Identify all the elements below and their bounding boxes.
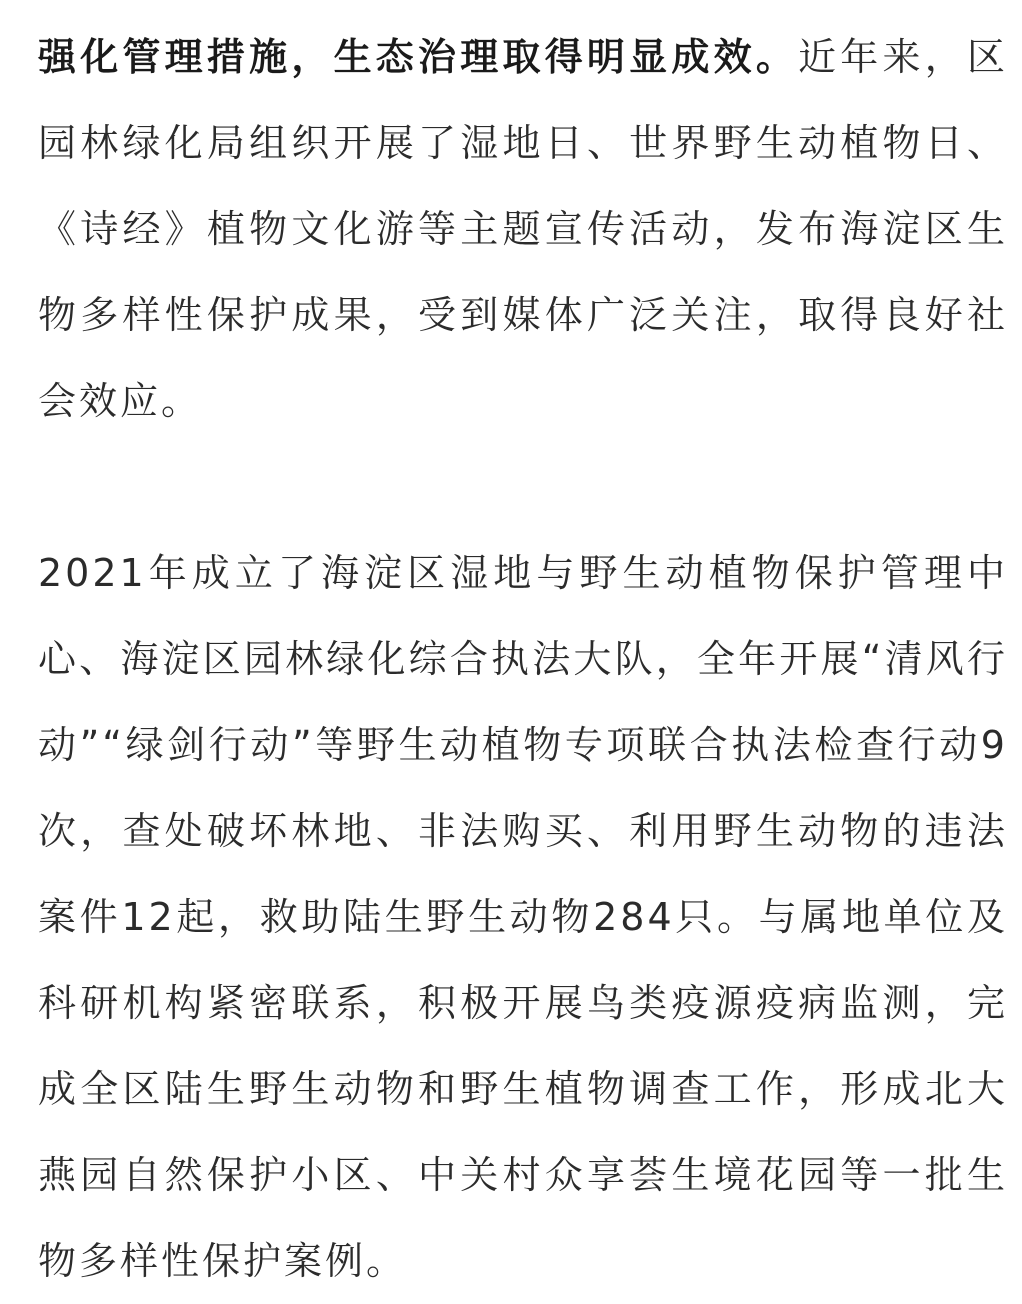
article-body (38, 14, 1008, 1304)
paragraph-text: 近年来，区园林绿化局组织开展了湿地日、世界野生动植物日、《诗经》植物文化游等主题宣传活动，发布海淀区生物多样性保护成果，受到媒体广泛关注，取得良好社会效应。 (38, 35, 1008, 423)
paragraph-text: 2021年成立了海淀区湿地与野生动植物保护管理中心、海淀区园林绿化综合执法大队，全年开展“清风行动”“绿剑行动”等野生动植物专项联合执法检查行动9次，查处破坏林地、非法购买、利用野生动物的违法案件12起，救助陆生野生动物284只。与属地单位及科研机构紧密联系，积极开展鸟类疫源疫病监测，完成全区陆生野生动物和野生植物调查工作，形成北大燕园自然保护小区、中关村众享荟生境花园等一批生物多样性保护案例。 (38, 551, 1008, 1283)
paragraph-protection-center (38, 530, 1008, 1304)
paragraph-lead-heading: 强化管理措施，生态治理取得明显成效。 (38, 35, 799, 79)
paragraph-management-measures (38, 14, 1008, 444)
paragraph-spacer (38, 444, 1008, 530)
